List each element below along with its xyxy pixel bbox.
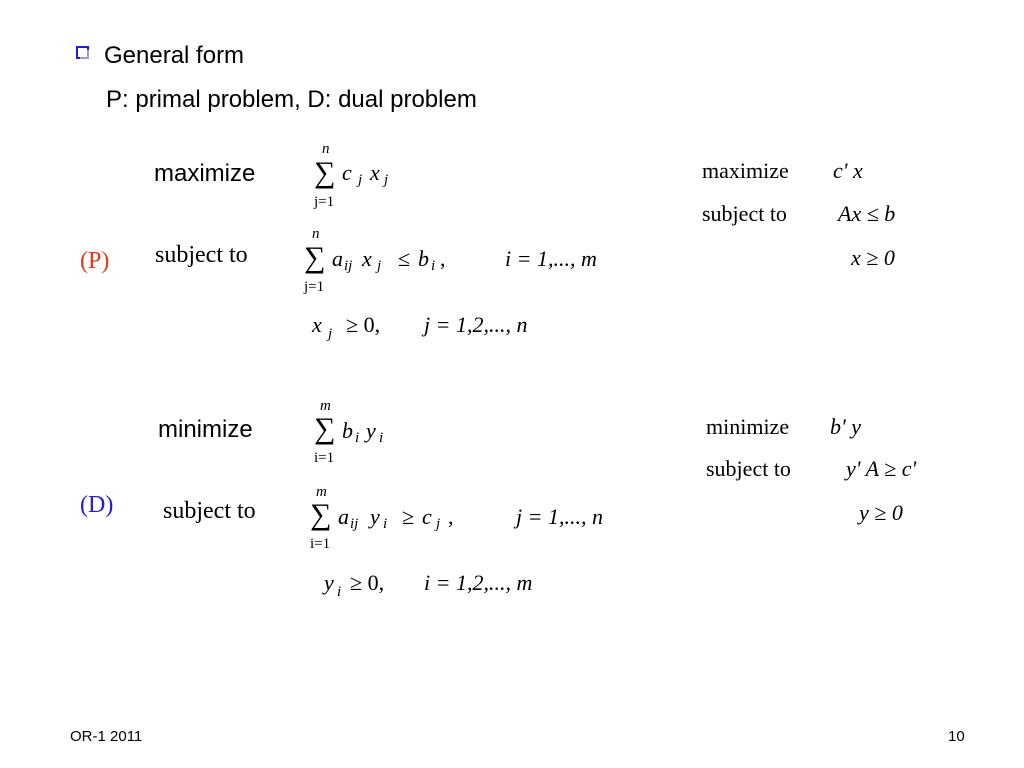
dual-con-sum-lower: i=1 xyxy=(310,536,331,552)
footer-left: OR-1 2011 xyxy=(70,728,143,745)
dual-con-var-sub: i xyxy=(383,516,388,532)
subtitle: P: primal problem, D: dual problem xyxy=(106,86,477,113)
primal-con-coef: a xyxy=(332,246,343,271)
dual-nonneg-var: y xyxy=(324,570,334,595)
primal-con-var-sub: j xyxy=(377,258,382,274)
dual-nonneg-range: i = 1,2,..., m xyxy=(424,570,533,595)
primal-con-rhs: b xyxy=(418,246,429,271)
primal-con-sum-lower: j=1 xyxy=(304,279,325,295)
dual-con-comma: , xyxy=(448,504,454,529)
primal-nonneg-var: x xyxy=(312,312,322,337)
dual-con-rhs-sub: j xyxy=(436,516,441,532)
dual-obj-coef: b xyxy=(342,418,353,443)
page-number: 10 xyxy=(948,728,965,745)
dual-con-range: j = 1,..., n xyxy=(516,504,603,529)
primal-maximize-word: maximize xyxy=(154,160,256,187)
dual-obj-var-sub: i xyxy=(379,430,384,446)
dual-obj-var: y xyxy=(366,418,376,443)
primal-nonneg-var-sub: j xyxy=(328,326,333,342)
dual-matrix-nonneg: y ≥ 0 xyxy=(859,500,903,525)
primal-matrix-objective: c' x xyxy=(833,158,863,183)
dual-obj-sum-lower: i=1 xyxy=(314,450,335,466)
dual-con-sum-upper: m xyxy=(316,484,327,500)
primal-con-comma: , xyxy=(440,246,446,271)
checkbox-bullet-icon xyxy=(76,46,89,59)
primal-matrix-constraint: Ax ≤ b xyxy=(838,201,896,226)
dual-matrix-objective: b' y xyxy=(830,414,861,439)
primal-matrix-nonneg: x ≥ 0 xyxy=(851,245,895,270)
bullet-text: General form xyxy=(104,42,245,69)
primal-con-coef-sub: ij xyxy=(344,258,353,274)
primal-con-range: i = 1,..., m xyxy=(505,246,597,271)
sigma-icon: ∑ xyxy=(314,156,336,189)
primal-obj-sum-lower: j=1 xyxy=(314,194,335,210)
primal-con-var: x xyxy=(362,246,372,271)
primal-obj-var: x xyxy=(370,160,380,185)
sigma-icon: ∑ xyxy=(304,241,326,274)
dual-minimize-word: minimize xyxy=(158,416,253,443)
primal-subject-to-word: subject to xyxy=(155,242,248,268)
dual-matrix-minimize: minimize xyxy=(706,414,790,439)
primal-nonneg-rel: ≥ 0, xyxy=(346,312,381,337)
sigma-icon: ∑ xyxy=(310,498,332,531)
dual-label: (D) xyxy=(80,492,114,518)
dual-con-coef: a xyxy=(338,504,349,529)
primal-con-rhs-sub: i xyxy=(431,258,436,274)
dual-con-rhs: c xyxy=(422,504,432,529)
primal-obj-sum-upper: n xyxy=(322,141,330,157)
primal-obj-var-sub: j xyxy=(384,172,389,188)
sigma-icon: ∑ xyxy=(314,412,336,445)
primal-obj-coef-sub: j xyxy=(358,172,363,188)
primal-nonneg-range: j = 1,2,..., n xyxy=(424,312,528,337)
primal-matrix-maximize: maximize xyxy=(702,158,789,183)
dual-nonneg-rel: ≥ 0, xyxy=(350,570,385,595)
dual-con-coef-sub: ij xyxy=(350,516,359,532)
primal-label: (P) xyxy=(80,248,110,274)
dual-obj-sum-upper: m xyxy=(320,398,331,414)
primal-obj-coef: c xyxy=(342,160,352,185)
primal-con-sum-upper: n xyxy=(312,226,320,242)
dual-matrix-subject-to: subject to xyxy=(706,456,791,481)
dual-nonneg-var-sub: i xyxy=(337,584,342,600)
dual-matrix-constraint: y' A ≥ c' xyxy=(846,456,917,481)
primal-matrix-subject-to: subject to xyxy=(702,201,787,226)
dual-con-var: y xyxy=(370,504,380,529)
dual-obj-coef-sub: i xyxy=(355,430,360,446)
dual-con-rel: ≥ xyxy=(402,504,415,529)
primal-con-rel: ≤ xyxy=(398,246,411,271)
dual-subject-to-word: subject to xyxy=(163,498,256,524)
